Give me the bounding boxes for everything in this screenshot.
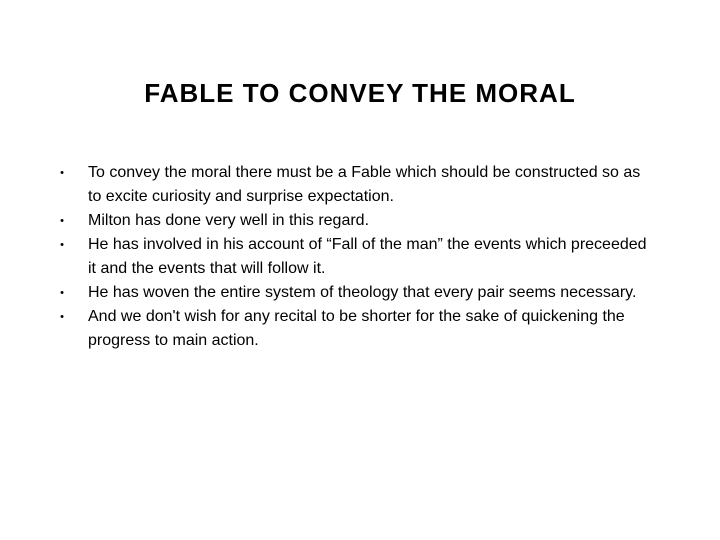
bullet-icon: • [60, 215, 64, 227]
bullet-icon: • [60, 239, 64, 251]
bullet-text: To convey the moral there must be a Fable which should be constructed so as to excite curiosity and surprise expectation. [88, 164, 641, 205]
bullet-item-5 [56, 305, 656, 353]
bullet-icon: • [60, 287, 64, 299]
bullet-icon: • [60, 167, 64, 179]
bullet-icon: • [60, 311, 64, 323]
bullet-text: And we don't wish for any recital to be shorter for the sake of quickening the progress to main action. [88, 308, 625, 349]
bullet-item-4 [56, 281, 656, 305]
bullet-text: He has woven the entire system of theology that every pair seems necessary. [88, 284, 637, 301]
bullet-item-3 [56, 233, 656, 281]
bullet-item-1 [56, 161, 656, 209]
bullet-list [56, 161, 656, 353]
bullet-item-2 [56, 209, 656, 233]
bullet-text: He has involved in his account of “Fall of the man” the events which preceeded it and the events that will follow it. [88, 236, 647, 277]
slide-title: FABLE TO CONVEY THE MORAL [144, 78, 576, 108]
bullet-text: Milton has done very well in this regard. [88, 212, 370, 229]
